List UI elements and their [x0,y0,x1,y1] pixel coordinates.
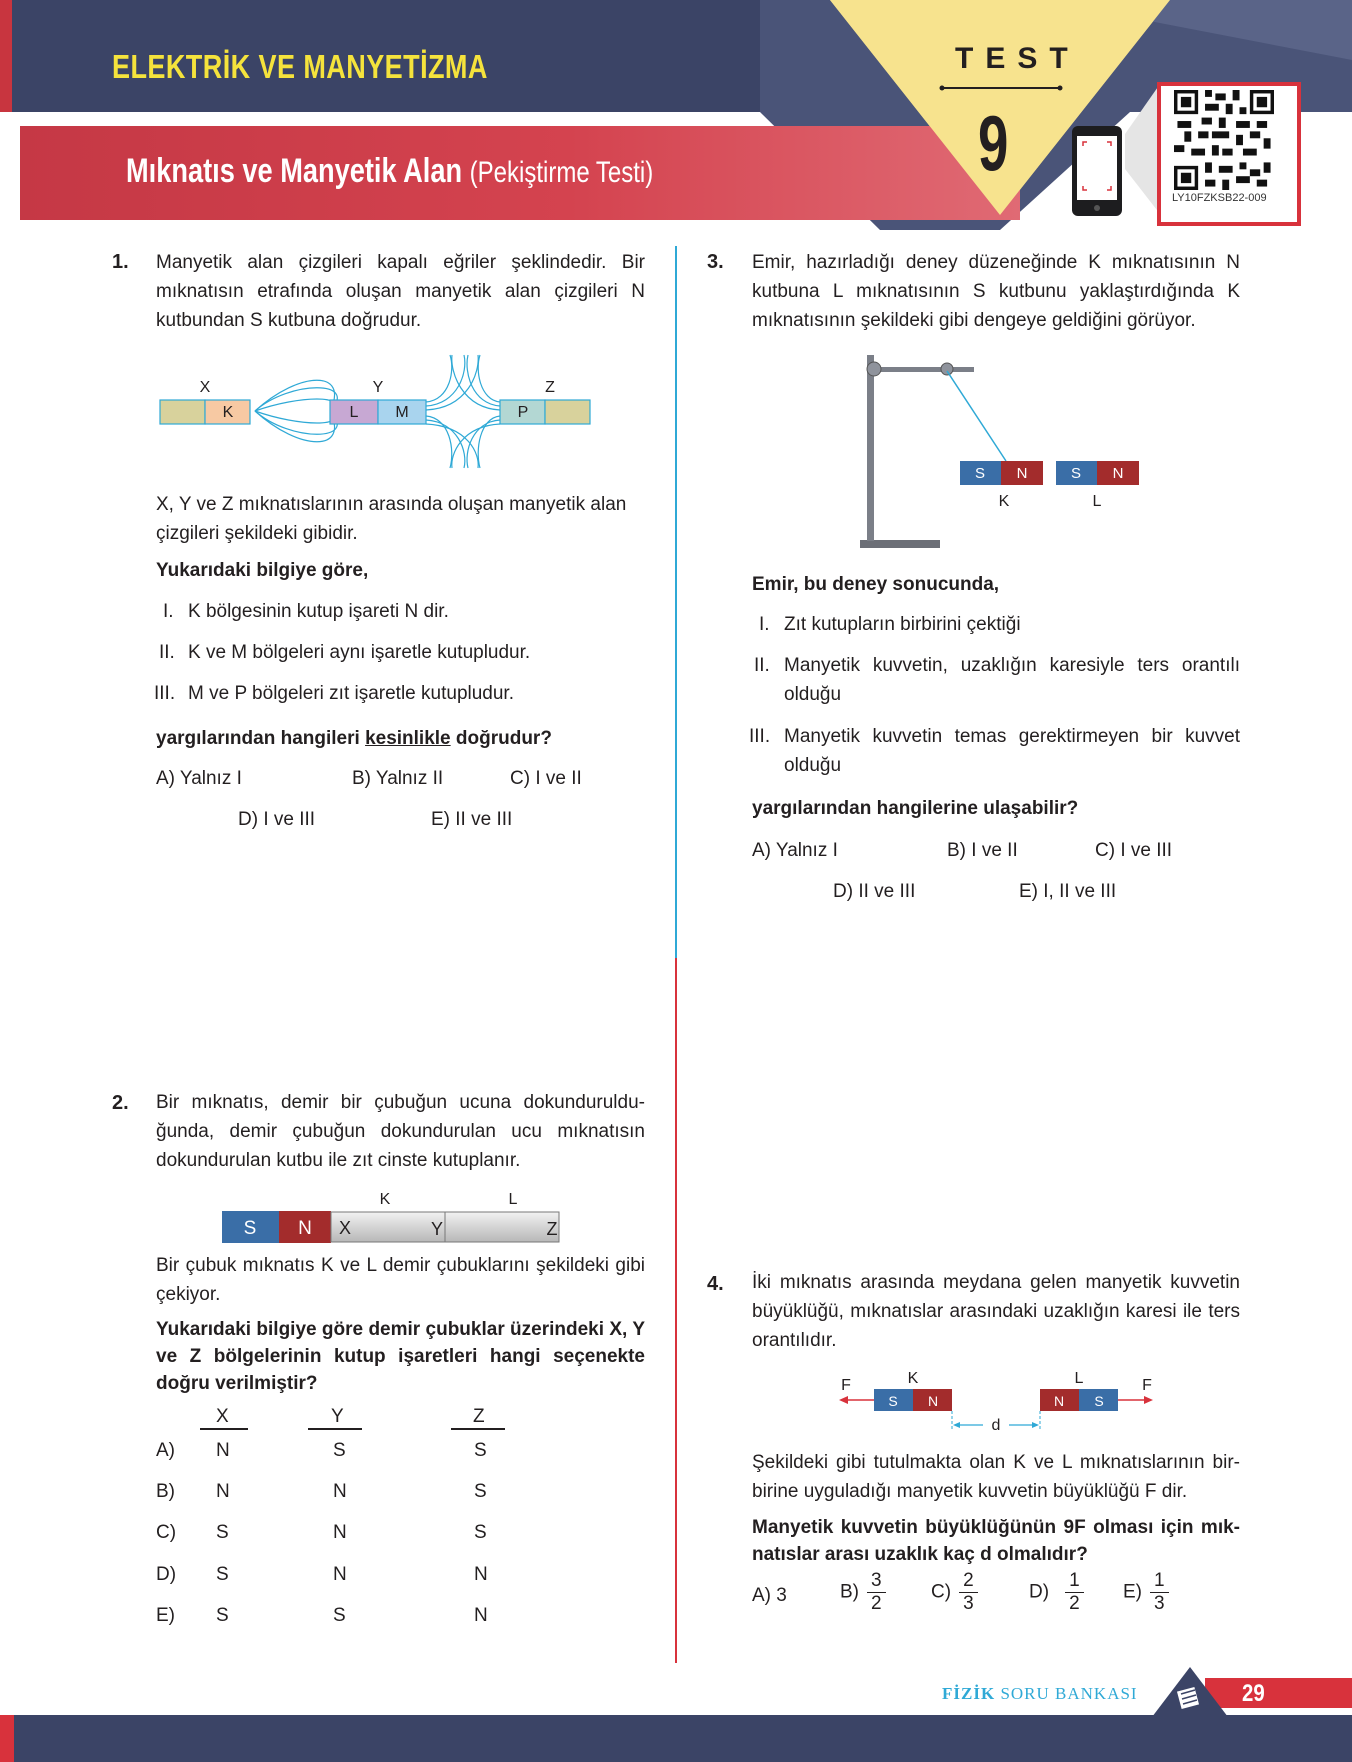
footer-band [0,1715,1352,1762]
q2-header-x: X [216,1406,229,1427]
q2-d-z: N [474,1564,488,1585]
q3-fig-l: L [1092,493,1102,510]
series-title: ELEKTRİK VE MANYETİZMA [112,48,488,85]
q1-number: 1. [112,251,129,273]
q1-option-a[interactable]: A) Yalnız I [156,768,242,789]
q4-fig-f-right: F [1142,1377,1152,1394]
q3-fig-k: K [998,493,1010,510]
q1-option-c[interactable]: C) I ve II [510,768,582,789]
q1-text: Manyetik alan çizgileri kapalı eğriler şeklindedir. Bir mıknatısın etrafında oluşan manyetik alan çizgileri N kutbundan S kutbuna doğrudur. [156,252,645,331]
q4-option-e-den: 3 [1154,1593,1165,1614]
q3-question: yargılarından hangilerine ulaşabilir? [752,798,1079,819]
q2-c-y: N [333,1522,347,1543]
q3-lead: Emir, bu deney sonucunda, [752,574,1000,595]
book-logo-icon [1150,1665,1230,1720]
q2-option-a[interactable]: A) [156,1440,175,1461]
q3-number: 3. [707,251,724,273]
q1-figure [150,350,600,475]
q4-option-a[interactable]: A) 3 [752,1585,787,1606]
q1-item-2-num: II. [159,642,175,663]
q2-b-x: N [216,1481,230,1502]
page-number: 29 [1242,1680,1265,1707]
q4-option-d-den: 2 [1069,1593,1080,1614]
footer-brand [942,1684,1138,1704]
q2-fig-y: Y [430,1219,444,1239]
q4-option-b-label: B) [840,1581,859,1603]
footer-accent-strip [0,1715,14,1762]
q2-fig-l: L [508,1191,518,1208]
q1-lead: Yukarıdaki bilgiye göre, [156,560,369,581]
q1-question-underline: kesinlikle [365,728,451,749]
q1-fig-y: Y [372,379,384,396]
footer-brand-subject: FİZİK [942,1684,996,1703]
q2-fig-s: S [243,1218,257,1239]
q3-option-b[interactable]: B) I ve II [947,840,1018,861]
q1-option-d[interactable]: D) I ve III [238,809,316,830]
q4-number: 4. [707,1273,724,1295]
q3-item-1: Zıt kutupların birbirini çektiği [784,614,1021,635]
q1-question-pre: yargılarından hangileri [156,728,360,749]
q3-option-a[interactable]: A) Yalnız I [752,840,838,861]
q1-fig-m: M [395,404,409,421]
q1-item-1-num: I. [163,601,174,622]
q2-after-figure: Bir çubuk mıknatıs K ve L demir çubuklarını şekildeki gibi çekiyor. [156,1255,645,1305]
q3-option-d[interactable]: D) II ve III [833,881,916,902]
q3-item-2-num: II. [754,655,770,676]
test-title [126,152,653,191]
q2-option-d[interactable]: D) [156,1564,177,1585]
q2-c-x: S [216,1522,229,1543]
q1-question-post: doğrudur? [455,728,552,749]
q2-d-y: N [333,1564,347,1585]
q4-option-c[interactable] [931,1570,978,1615]
q1-item-2: K ve M bölgeleri aynı işaretle kutupludur. [188,642,531,663]
q3-fig-l-n: N [1112,465,1124,482]
footer-brand-book: SORU BANKASI [1000,1684,1138,1703]
q3-item-1-num: I. [759,614,770,635]
q4-fig-l-s: S [1094,1393,1104,1409]
q2-text: Bir mıknatıs, demir bir çubuğun ucuna dokundurulduğunda, demir çubuğun dokundurulan ucu mıknatısın dokundurulan kutbu ile zıt cinste kutuplanır. [156,1092,645,1171]
q3-fig-k-s: S [974,465,986,482]
q3-fig-k-n: N [1016,465,1028,482]
q2-header-y: Y [331,1406,344,1427]
q1-option-e[interactable]: E) II ve III [431,809,513,830]
q4-question: Manyetik kuvvetin büyüklüğünün 9F olması için mıknatıslar arası uzaklık kaç d olmalıdır? [752,1517,1240,1565]
q1-fig-k: K [222,404,234,421]
q4-fig-k-n: N [927,1393,939,1409]
q2-option-e[interactable]: E) [156,1605,175,1626]
q4-option-e[interactable] [1123,1570,1169,1615]
q2-question: Yukarıdaki bilgiye göre demir çubuklar üzerindeki X, Y ve Z bölgelerinin kutup işaretleri hangi seçenekte doğru verilmiştir? [156,1319,645,1394]
q2-a-x: N [216,1440,230,1461]
q2-e-y: S [333,1605,346,1626]
q1-option-b[interactable]: B) Yalnız II [352,768,444,789]
q4-option-c-num: 2 [959,1570,978,1593]
q4-option-e-num: 1 [1150,1570,1169,1593]
q2-d-x: S [216,1564,229,1585]
q1-fig-z: Z [545,379,555,396]
q4-figure [835,1365,1165,1445]
q4-option-b-num: 3 [867,1570,886,1593]
q4-fig-f-left: F [841,1377,851,1394]
q2-header-y-rule [308,1428,362,1430]
q2-e-z: N [474,1605,488,1626]
q1-fig-x: X [199,379,211,396]
phone-icon [1065,74,1165,224]
q1-fig-p: P [517,404,529,421]
q2-a-z: S [474,1440,487,1461]
q2-fig-k: K [379,1191,391,1208]
q3-item-3-num: III. [749,726,771,747]
qr-code-text: LY10FZKSB22-009 [1172,192,1267,204]
column-divider-bottom [675,958,677,1663]
q1-after-figure: X, Y ve Z mıknatıslarının arasında oluşan manyetik alan çizgileri şekildeki gibidir. [156,494,627,544]
q4-option-d-label: D) [1029,1581,1050,1603]
column-divider-top [675,246,677,958]
test-title-sub: (Pekiştirme Testi) [469,156,654,189]
q3-text: Emir, hazırladığı deney düzeneğinde K mıknatısının N kutbuna L mıknatısının S kutbunu yaklaştırdığında K mıknatısının şekildeki gibi dengeye geldiğini görüyor. [752,252,1240,331]
q4-fig-k: K [907,1370,919,1387]
q3-option-c[interactable]: C) I ve III [1095,840,1173,861]
q4-option-b-den: 2 [871,1593,882,1614]
q2-figure [215,1190,565,1250]
q2-a-y: S [333,1440,346,1461]
q3-item-2: Manyetik kuvvetin, uzaklığın karesiyle ters orantılı olduğu [784,655,1240,705]
q4-option-e-label: E) [1123,1581,1142,1603]
q4-option-d[interactable] [1029,1570,1084,1615]
test-title-main: Mıknatıs ve Manyetik Alan [126,152,463,190]
q4-option-b[interactable] [840,1570,886,1615]
q2-b-z: S [474,1481,487,1502]
q1-fig-l: L [349,404,359,421]
q4-option-c-label: C) [931,1581,952,1603]
q3-item-3: Manyetik kuvvetin temas gerektirmeyen bir kuvvet olduğu [784,726,1240,776]
q3-figure [850,345,1150,555]
q2-b-y: N [333,1481,347,1502]
q4-option-d-num: 1 [1065,1570,1084,1593]
q4-text: İki mıknatıs arasında meydana gelen manyetik kuvvetin büyüklüğü, mıknatıslar arasındaki uzaklığın karesi ile ters orantılıdır. [752,1272,1240,1351]
q2-c-z: S [474,1522,487,1543]
q4-option-c-den: 3 [963,1593,974,1614]
test-label: TEST [955,42,1080,75]
q4-fig-l: L [1074,1370,1084,1387]
q2-header-x-rule [200,1428,248,1430]
q2-fig-z: Z [546,1219,558,1239]
q1-question [156,724,552,753]
q1-item-3-num: III. [154,683,176,704]
q2-header-z-rule [451,1428,505,1430]
q1-item-3: M ve P bölgeleri zıt işaretle kutupludur. [188,683,514,704]
q2-number: 2. [112,1092,129,1114]
q2-e-x: S [216,1605,229,1626]
qr-code-icon[interactable] [1167,90,1281,190]
q4-fig-l-n: N [1053,1393,1065,1409]
q4-fig-d: d [991,1417,1001,1434]
q4-after-figure: Şekildeki gibi tutulmakta olan K ve L mıknatıslarının birbirine uyguladığı manyetik kuvvetin büyüklüğü F dir. [752,1452,1240,1502]
q3-fig-l-s: S [1070,465,1082,482]
q2-option-c[interactable]: C) [156,1522,177,1543]
q3-option-e[interactable]: E) I, II ve III [1019,881,1117,902]
q2-option-b[interactable]: B) [156,1481,175,1502]
q2-fig-n: N [298,1218,312,1239]
q2-fig-x: X [338,1218,352,1238]
q1-item-1: K bölgesinin kutup işareti N dir. [188,601,449,622]
test-number: 9 [978,99,1009,187]
q2-header-z: Z [473,1406,485,1427]
q4-fig-k-s: S [888,1393,898,1409]
